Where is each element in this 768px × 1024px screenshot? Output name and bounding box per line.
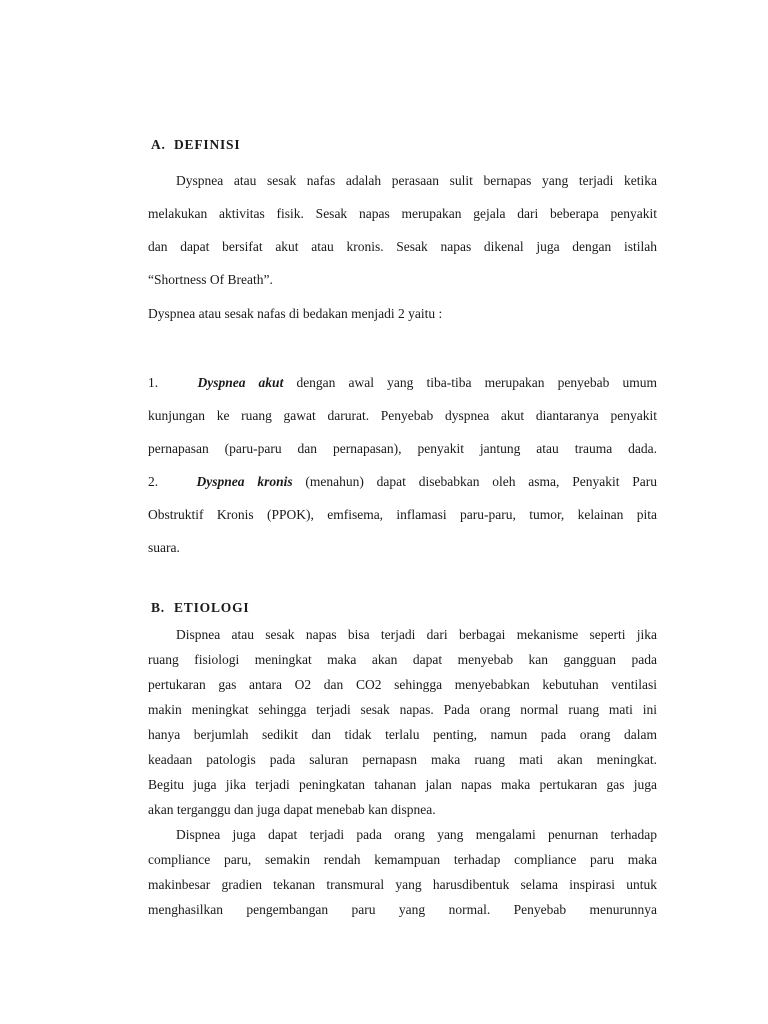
text-line: makinbesar gradien tekanan transmural yang harusdibentuk selama inspirasi untuk (148, 877, 657, 892)
text-line: “Shortness Of Breath”. (148, 272, 273, 287)
text-line: Dispnea atau sesak napas bisa terjadi dari berbagai mekanisme seperti jika (176, 627, 657, 642)
text-line: pernapasan (paru-paru dan pernapasan), penyakit jantung atau trauma dada. (148, 441, 657, 456)
text-line: Begitu juga jika terjadi peningkatan tahanan jalan napas maka pertukaran gas juga (148, 777, 657, 792)
dyspnea-type-list (148, 366, 657, 564)
text-line: Dyspnea atau sesak nafas adalah perasaan sulit bernapas yang terjadi ketika (176, 173, 657, 188)
list-item-1-text: dengan awal yang tiba-tiba merupakan penyebab umum (296, 375, 657, 390)
list-item-1-term: Dyspnea akut (197, 375, 284, 390)
text-line: kunjungan ke ruang gawat darurat. Penyebab dyspnea akut diantaranya penyakit (148, 408, 657, 423)
text-line: Dyspnea atau sesak nafas di bedakan menjadi 2 yaitu : (148, 306, 443, 321)
section-b-heading (151, 600, 249, 616)
section-b-title: ETIOLOGI (174, 600, 250, 615)
text-line: compliance paru, semakin rendah kemampuan terhadap compliance paru maka (148, 852, 657, 867)
definisi-subintro (148, 297, 657, 330)
text-line: Dispnea juga dapat terjadi pada orang yang mengalami penurnan terhadap (176, 827, 657, 842)
etiologi-paragraphs (148, 622, 657, 922)
list-item-1-first-line (148, 366, 657, 399)
list-item-2-term: Dyspnea kronis (196, 474, 293, 489)
text-line: suara. (148, 540, 180, 555)
list-item-2-first-line (148, 465, 657, 498)
text-line: menghasilkan pengembangan paru yang normal. Penyebab menurunnya (148, 902, 657, 917)
text-line: pertukaran gas antara O2 dan CO2 sehingga menyebabkan kebutuhan ventilasi (148, 677, 657, 692)
section-b-number: B. (151, 600, 165, 615)
text-line: keadaan patologis pada saluran pernapasn maka ruang mati akan meningkat. (148, 752, 657, 767)
section-a-heading (151, 137, 240, 153)
definisi-paragraph (148, 164, 657, 296)
list-item-2-text: (menahun) dapat disebabkan oleh asma, Penyakit Paru (305, 474, 657, 489)
text-line: dan dapat bersifat akut atau kronis. Sesak napas dikenal juga dengan istilah (148, 239, 657, 254)
text-line: Obstruktif Kronis (PPOK), emfisema, inflamasi paru-paru, tumor, kelainan pita (148, 507, 657, 522)
text-line: hanya berjumlah sedikit dan tidak terlalu penting, namun pada orang dalam (148, 727, 657, 742)
list-item-1-number: 1. (148, 375, 159, 390)
text-line: ruang fisiologi meningkat maka akan dapat menyebab kan gangguan pada (148, 652, 657, 667)
text-line: makin meningkat sehingga terjadi sesak napas. Pada orang normal ruang mati ini (148, 702, 657, 717)
section-a-number: A. (151, 137, 166, 152)
section-a-title: DEFINISI (174, 137, 241, 152)
text-line: melakukan aktivitas fisik. Sesak napas merupakan gejala dari beberapa penyakit (148, 206, 657, 221)
list-item-2-number: 2. (148, 474, 159, 489)
text-line: akan terganggu dan juga dapat menebab kan dispnea. (148, 802, 436, 817)
